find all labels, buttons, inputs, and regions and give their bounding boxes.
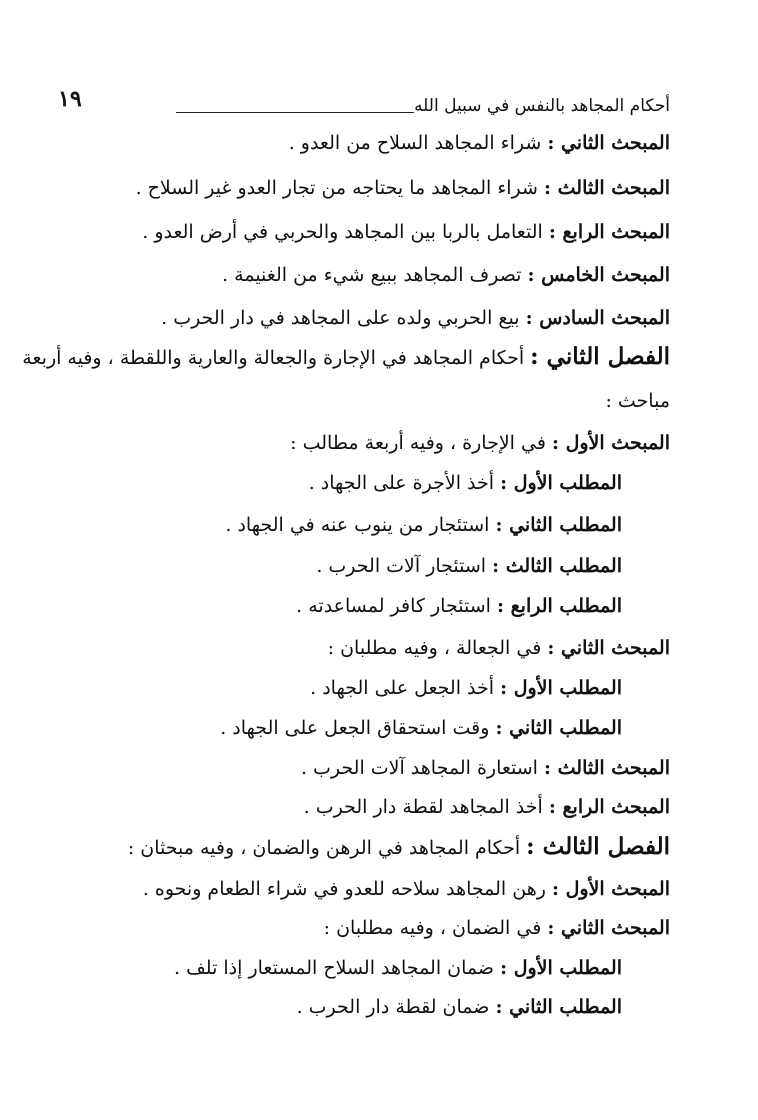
toc-lead-20: المبحث الثاني : — [547, 917, 670, 939]
toc-lead-14: المطلب الأول : — [500, 677, 622, 699]
toc-line-8 — [290, 428, 670, 458]
toc-lead-15: المطلب الثاني : — [495, 717, 622, 739]
toc-text-14: أخذ الجعل على الجهاد . — [310, 677, 501, 699]
toc-line-5 — [161, 303, 670, 333]
toc-line-20 — [324, 913, 670, 943]
toc-line-11 — [316, 551, 622, 581]
toc-lead-6: الفصل الثاني : — [530, 343, 670, 370]
toc-line-9 — [309, 468, 622, 498]
toc-text-8: في الإجارة ، وفيه أربعة مطالب : — [290, 432, 552, 454]
toc-text-6: أحكام المجاهد في الإجارة والجعالة والعارية واللقطة ، وفيه أربعة — [22, 347, 531, 369]
toc-line-2 — [136, 173, 670, 203]
toc-line-15 — [220, 713, 622, 743]
toc-line-21 — [174, 953, 622, 983]
toc-line-4 — [222, 260, 670, 290]
toc-text-15: وقت استحقاق الجعل على الجهاد . — [220, 717, 496, 739]
toc-lead-2: المبحث الثالث : — [544, 177, 670, 199]
toc-lead-21: المطلب الأول : — [500, 957, 622, 979]
toc-text-16: استعارة المجاهد آلات الحرب . — [300, 757, 544, 779]
toc-chapter-2 — [22, 342, 670, 373]
toc-line-10 — [225, 510, 622, 540]
toc-lead-18: الفصل الثالث : — [526, 833, 670, 860]
toc-text-21: ضمان المجاهد السلاح المستعار إذا تلف . — [174, 957, 501, 979]
toc-lead-9: المطلب الأول : — [500, 472, 622, 494]
toc-line-12 — [296, 591, 622, 621]
toc-line-3 — [142, 217, 670, 247]
toc-text-2: شراء المجاهد ما يحتاجه من تجار العدو غير السلاح . — [135, 177, 544, 199]
toc-text-10: استئجار من ينوب عنه في الجهاد . — [225, 514, 496, 536]
toc-line-14 — [310, 673, 622, 703]
toc-lead-22: المطلب الثاني : — [495, 996, 622, 1018]
toc-text-5: بيع الحربي ولده على المجاهد في دار الحرب . — [161, 307, 526, 329]
toc-line-17 — [304, 792, 670, 822]
toc-text-4: تصرف المجاهد ببيع شيء من الغنيمة . — [222, 264, 528, 286]
toc-lead-17: المبحث الرابع : — [548, 796, 670, 818]
toc-line-22 — [297, 992, 622, 1022]
toc-lead-1: المبحث الثاني : — [547, 132, 670, 154]
toc-line-13 — [328, 633, 670, 663]
toc-line-19 — [143, 874, 670, 904]
toc-text-3: التعامل بالربا بين المجاهد والحربي في أرض العدو . — [142, 221, 549, 243]
toc-text-9: أخذ الأجرة على الجهاد . — [308, 472, 501, 494]
page-number: ١٩ — [58, 86, 82, 112]
toc-lead-5: المبحث السادس : — [525, 307, 670, 329]
toc-text-12: استئجار كافر لمساعدته . — [296, 595, 497, 617]
toc-line-7 — [605, 386, 670, 416]
toc-lead-10: المطلب الثاني : — [495, 514, 622, 536]
toc-lead-13: المبحث الثاني : — [547, 637, 670, 659]
toc-line-16 — [301, 753, 670, 783]
toc-lead-16: المبحث الثالث : — [544, 757, 670, 779]
toc-lead-8: المبحث الأول : — [551, 432, 670, 454]
toc-line-1 — [289, 128, 670, 158]
toc-text-11: استئجار آلات الحرب . — [316, 555, 493, 577]
toc-text-13: في الجعالة ، وفيه مطلبان : — [327, 637, 548, 659]
toc-lead-3: المبحث الرابع : — [548, 221, 670, 243]
toc-lead-4: المبحث الخامس : — [527, 264, 670, 286]
toc-lead-12: المطلب الرابع : — [496, 595, 622, 617]
toc-text-19: رهن المجاهد سلاحه للعدو في شراء الطعام ونحوه . — [142, 878, 552, 900]
toc-text-18: أحكام المجاهد في الرهن والضمان ، وفيه مبحثان : — [127, 837, 527, 859]
toc-lead-19: المبحث الأول : — [551, 878, 670, 900]
header-rule — [176, 112, 414, 113]
toc-chapter-3 — [128, 832, 670, 863]
toc-text-20: في الضمان ، وفيه مطلبان : — [323, 917, 548, 939]
toc-text-17: أخذ المجاهد لقطة دار الحرب . — [303, 796, 549, 818]
toc-text-22: ضمان لقطة دار الحرب . — [296, 996, 496, 1018]
toc-lead-11: المطلب الثالث : — [492, 555, 622, 577]
toc-text-7: مباحث : — [605, 390, 670, 412]
toc-text-1: شراء المجاهد السلاح من العدو . — [288, 132, 548, 154]
running-header: أحكام المجاهد بالنفس في سبيل الله — [414, 96, 670, 116]
